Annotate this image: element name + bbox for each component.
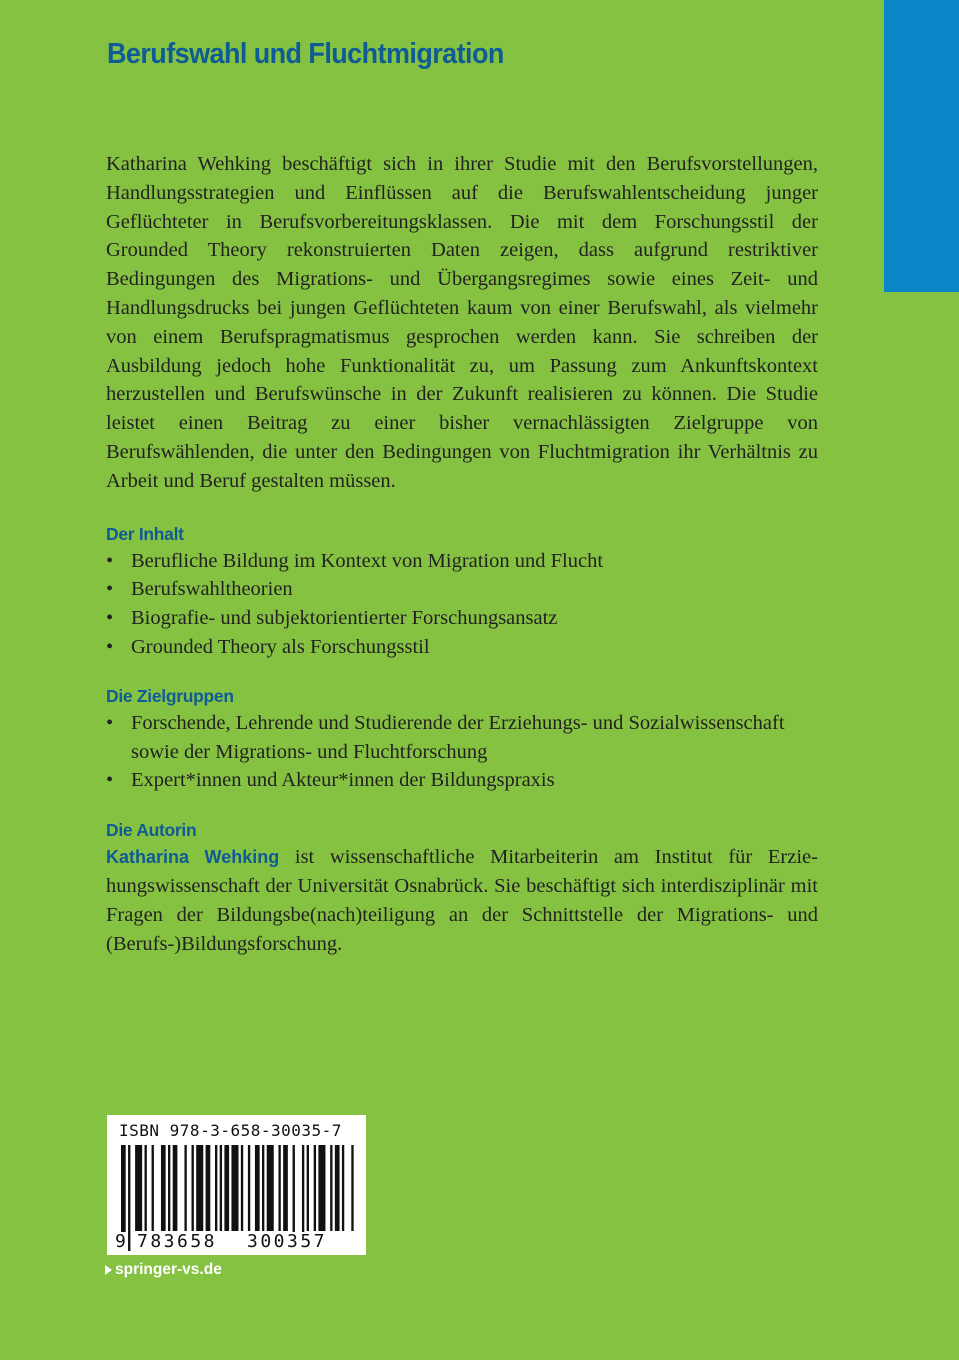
book-title: Berufswahl und Fluchtmigration — [107, 38, 504, 70]
barcode-bar — [262, 1145, 264, 1231]
barcode-bar — [342, 1145, 344, 1231]
bullet-icon: • — [106, 711, 114, 734]
barcode-digits-right: 300357 — [247, 1231, 328, 1252]
bullet-icon: • — [106, 549, 114, 572]
list-item: • Berufswahltheorien — [106, 575, 818, 604]
barcode-bar — [231, 1145, 238, 1231]
inhalt-list — [106, 547, 818, 662]
author-name: Katharina Wehking — [106, 847, 280, 868]
isbn-barcode — [107, 1115, 366, 1255]
publisher-website[interactable] — [105, 1261, 222, 1279]
author-bio — [106, 843, 818, 958]
barcode-digits-left: 783658 — [137, 1231, 218, 1252]
section-heading-zielgruppen: Die Zielgruppen — [106, 685, 234, 706]
barcode-bar — [351, 1145, 353, 1231]
barcode-bar — [224, 1145, 229, 1231]
bullet-icon: • — [106, 578, 114, 601]
barcode-bar — [248, 1145, 250, 1231]
list-item: • Expert*innen und Akteur*innen der Bildungspraxis — [106, 766, 818, 795]
barcode-bar — [335, 1145, 340, 1231]
barcode-bar — [168, 1145, 170, 1231]
blurb-text: Katharina Wehking beschäftigt sich in ihrer Studie mit den Berufsvorstellungen, Handlungsstrategien und Einflüssen auf die Berufswahlentscheidung junger Geflüchteter in Berufsvorbereitungsklassen. Die mit dem Forschungsstil der Grounded Theory rekonstruierten Daten zeigen, dass aufgrund restriktiver Bedingungen des Migrations- und Übergangsregimes sowie eines Zeit- und Handlungsdrucks bei jungen Geflüchteten kaum von einer Berufswahl, als vielmehr von einem Berufspragmatismus gesprochen werden kann. Sie schreiben der Ausbildung jedoch hohe Funktionalität zu, um Passung zum Ankunftskontext herzustellen und Berufswünsche in der Zukunft realisieren zu können. Die Studie leistet einen Beitrag zu einer bisher vernachlässigten Zielgruppe von Berufswählenden, die unter den Bedingungen von Fluchtmigration ihr Verhältnis zu Arbeit und Beruf gestalten müssen. — [106, 153, 818, 492]
bullet-icon: • — [106, 635, 114, 658]
barcode-bar — [330, 1145, 332, 1231]
bullet-icon: • — [106, 607, 114, 630]
list-item: • Forschende, Lehrende und Studierende der Erziehungs- und Sozialwissenschaft sowie der Migrations- und Fluchtforschung — [106, 709, 818, 767]
barcode-bar — [161, 1145, 166, 1231]
barcode-bar — [255, 1145, 260, 1231]
zielgruppen-list — [106, 709, 818, 795]
section-autorin — [106, 817, 818, 958]
section-heading-inhalt: Der Inhalt — [106, 523, 184, 544]
section-zielgruppen — [106, 683, 818, 795]
barcode-bar — [283, 1145, 288, 1231]
barcode-bar — [152, 1145, 154, 1231]
barcode-bar — [135, 1145, 142, 1231]
barcode-bar — [220, 1145, 222, 1231]
triangle-arrow-icon — [105, 1265, 112, 1275]
barcode-bar — [241, 1145, 243, 1231]
barcode-bar — [206, 1145, 211, 1231]
list-item: • Berufliche Bildung im Kontext von Migration und Flucht — [106, 547, 818, 576]
blue-corner-tab — [884, 0, 959, 292]
barcode-bar — [173, 1145, 178, 1231]
section-inhalt — [106, 521, 818, 662]
isbn-label: ISBN 978-3-658-30035-7 — [119, 1121, 342, 1140]
barcode-bar — [196, 1145, 203, 1231]
barcode-bar — [267, 1145, 274, 1231]
barcode-bar — [145, 1145, 147, 1231]
barcode-bar — [215, 1145, 217, 1231]
barcode-bar — [318, 1145, 325, 1231]
barcode-bar — [192, 1145, 194, 1231]
barcode-bar — [307, 1145, 309, 1231]
author-bio-text: ist wissenschaftliche Mitarbeiterin am Institut für Erziehungswissenschaft der Universität Osnabrück. Sie beschäftigt sich interdisziplinär mit Fragen der Bildungsbe(nach)teiligung an der Schnittstelle der Migrations- und (Berufs-)Bildungsforschung. — [106, 846, 818, 955]
list-item: • Biografie- und subjektorientierter Forschungsansatz — [106, 604, 818, 633]
barcode-digit-first: 9 — [115, 1231, 126, 1252]
barcode-bar — [184, 1145, 186, 1231]
section-heading-autorin: Die Autorin — [106, 820, 197, 841]
website-label: springer-vs.de — [115, 1261, 222, 1278]
list-item: • Grounded Theory als Forschungsstil — [106, 633, 818, 662]
barcode-bar — [128, 1145, 130, 1251]
back-cover-content — [106, 150, 818, 958]
barcode-bar — [278, 1145, 280, 1231]
barcode-bar — [314, 1145, 316, 1231]
bullet-icon: • — [106, 769, 114, 792]
